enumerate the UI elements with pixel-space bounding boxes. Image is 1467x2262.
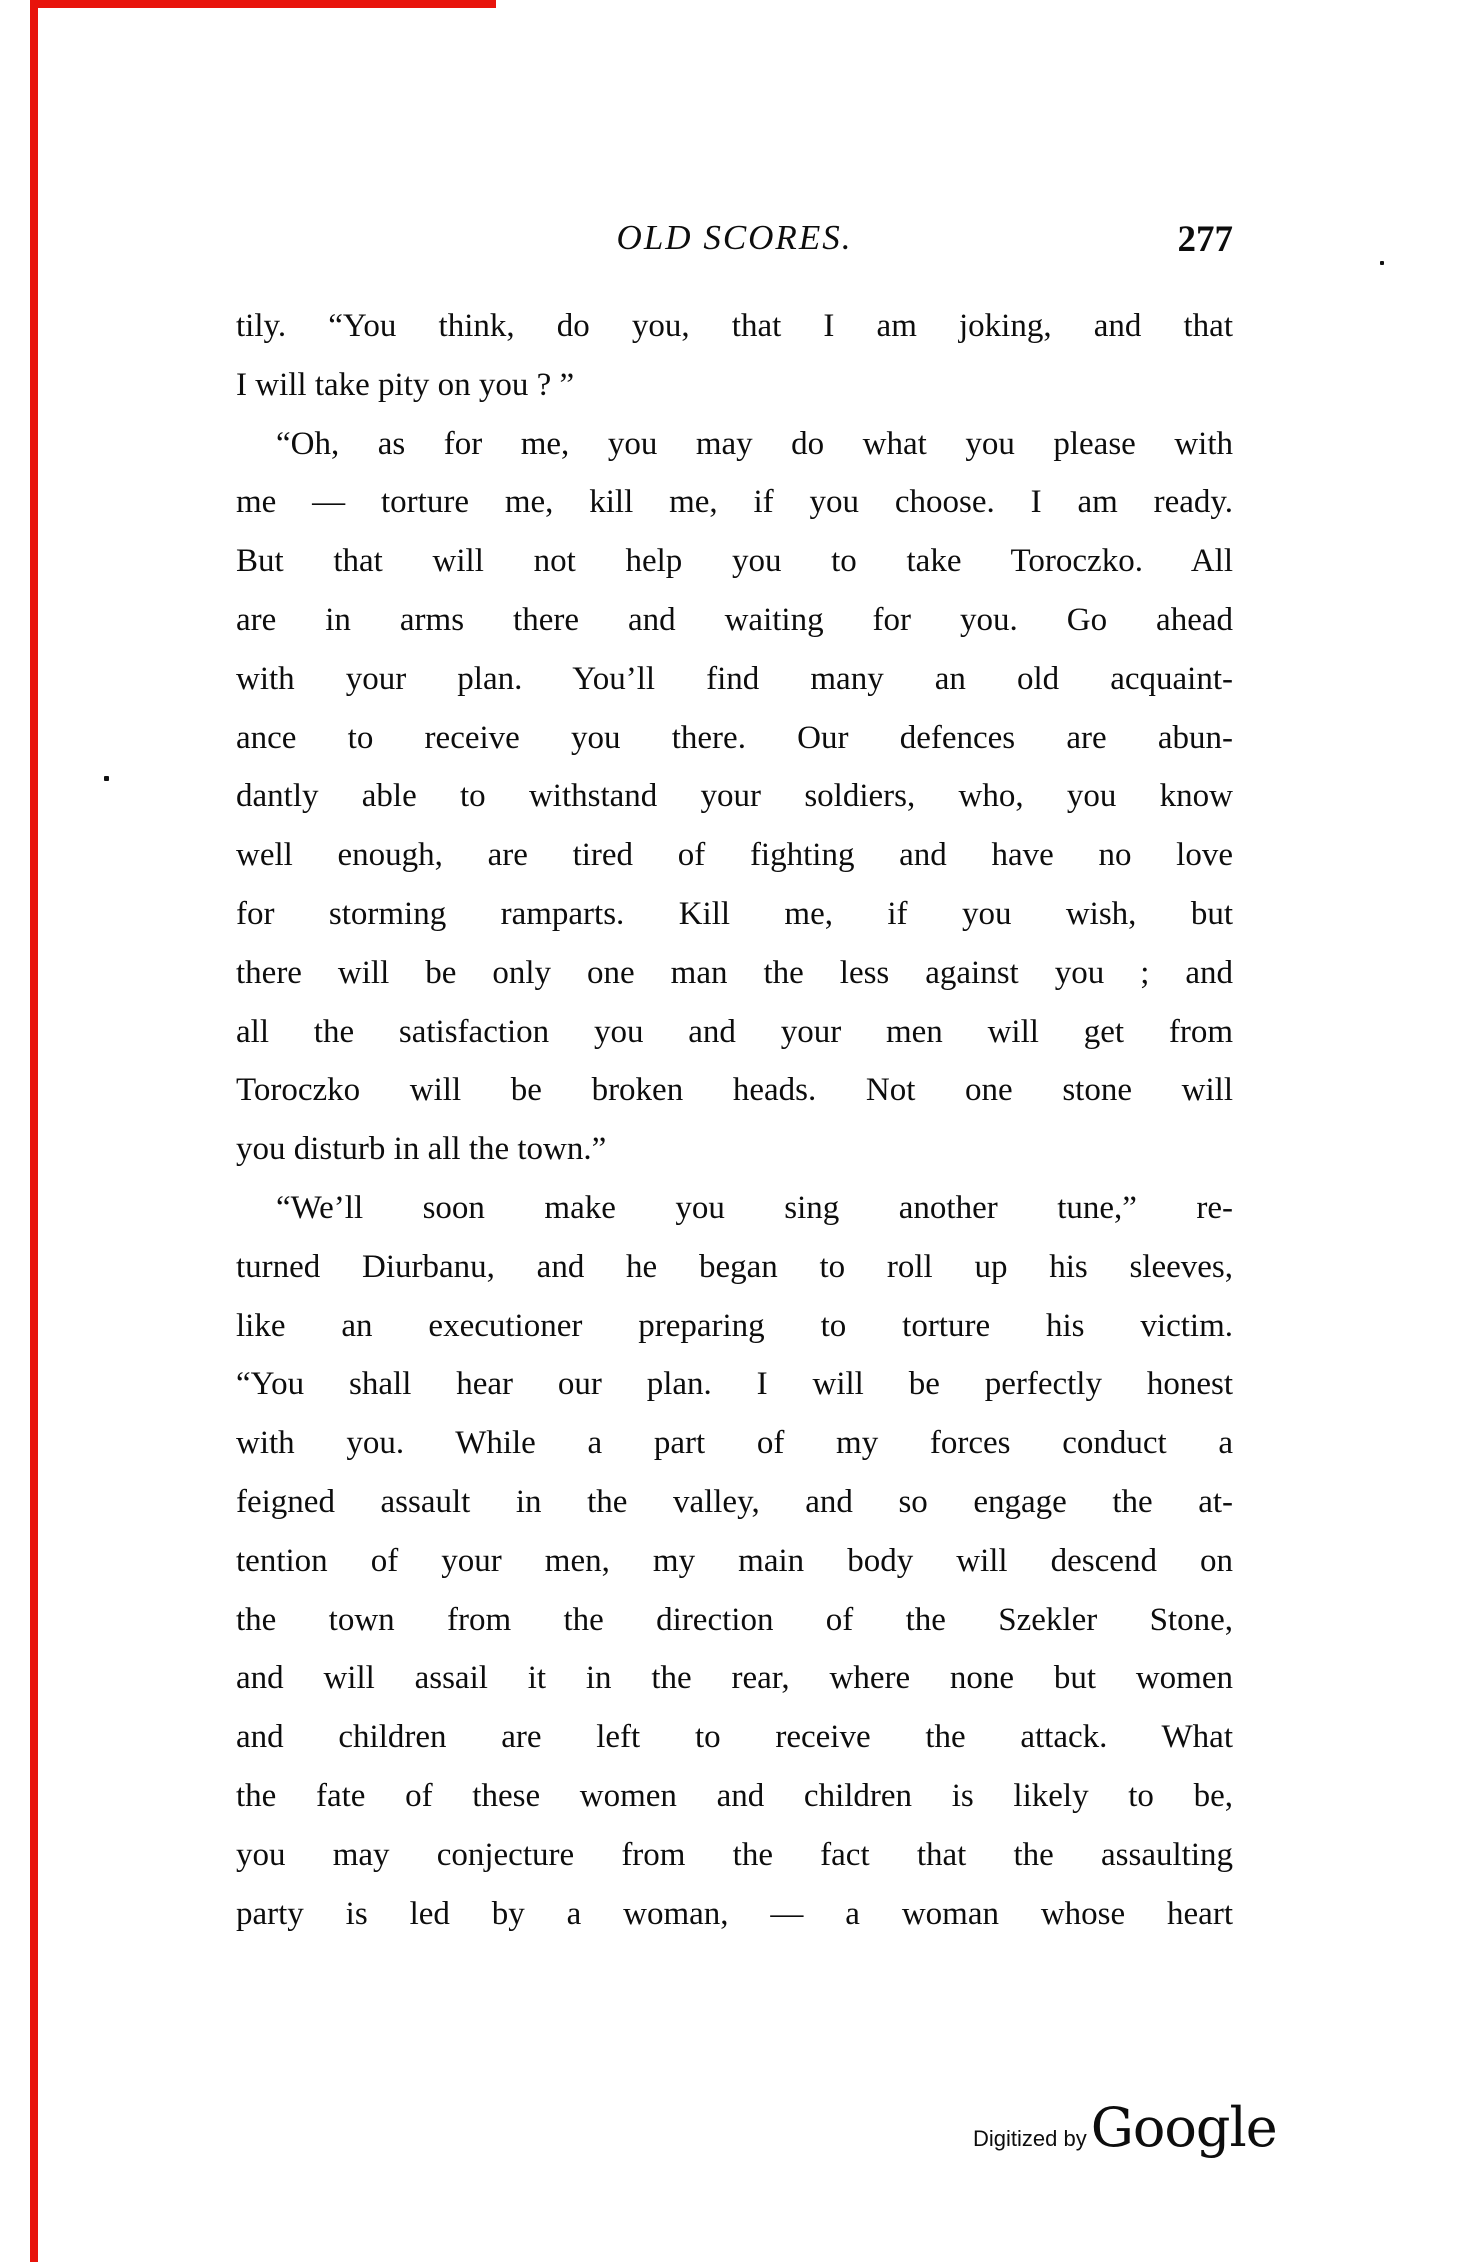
text-line: dantly able to withstand your soldiers, who, you know bbox=[236, 778, 1233, 815]
text-line: and children are left to receive the attack. What bbox=[236, 1719, 1233, 1756]
text-line: like an executioner preparing to torture his victim. bbox=[236, 1307, 1233, 1344]
ink-speck bbox=[1380, 261, 1384, 265]
text-line: you may conjecture from the fact that the assaulting bbox=[236, 1836, 1233, 1873]
body-text bbox=[236, 297, 1233, 1943]
text-line: the town from the direction of the Szekler Stone, bbox=[236, 1601, 1233, 1638]
text-line: you disturb in all the town.” bbox=[236, 1131, 607, 1168]
text-line: and will assail it in the rear, where none but women bbox=[236, 1660, 1233, 1697]
text-line: Toroczko will be broken heads. Not one stone will bbox=[236, 1072, 1233, 1109]
text-line: party is led by a woman, — a woman whose heart bbox=[236, 1895, 1233, 1932]
digitizer-mark bbox=[973, 2096, 1277, 2159]
text-line: feigned assault in the valley, and so engage the at- bbox=[236, 1483, 1233, 1520]
text-line: ance to receive you there. Our defences are abun- bbox=[236, 719, 1233, 756]
text-line: “Oh, as for me, you may do what you please with bbox=[276, 425, 1233, 462]
text-line: for storming ramparts. Kill me, if you wish, but bbox=[236, 895, 1233, 932]
text-line: the fate of these women and children is likely to be, bbox=[236, 1777, 1233, 1814]
text-line: are in arms there and waiting for you. Go ahead bbox=[236, 601, 1233, 638]
text-line: me — torture me, kill me, if you choose. I am ready. bbox=[236, 484, 1233, 521]
running-head-title: OLD SCORES. bbox=[616, 218, 853, 257]
text-line: all the satisfaction you and your men will get from bbox=[236, 1013, 1233, 1050]
text-line: with you. While a part of my forces conduct a bbox=[236, 1425, 1233, 1462]
text-line: there will be only one man the less against you ; and bbox=[236, 954, 1233, 991]
text-line: “You shall hear our plan. I will be perfectly honest bbox=[236, 1366, 1233, 1403]
text-line: with your plan. You’ll find many an old acquaint- bbox=[236, 660, 1233, 697]
digitized-by-label: Digitized by bbox=[973, 2126, 1087, 2151]
scan-edge-artifact-top bbox=[34, 0, 496, 8]
text-line: “We’ll soon make you sing another tune,” re- bbox=[276, 1189, 1233, 1226]
google-logo: Google bbox=[1090, 2096, 1277, 2159]
scan-edge-artifact-left bbox=[30, 0, 38, 2262]
text-line: turned Diurbanu, and he began to roll up his sleeves, bbox=[236, 1248, 1233, 1285]
ink-speck bbox=[104, 776, 109, 781]
text-line: well enough, are tired of fighting and have no love bbox=[236, 837, 1233, 874]
text-line: But that will not help you to take Toroczko. All bbox=[236, 543, 1233, 580]
text-line: tily. “You think, do you, that I am joking, and that bbox=[236, 308, 1233, 344]
page-number: 277 bbox=[1177, 219, 1233, 260]
text-line: I will take pity on you ? ” bbox=[236, 366, 575, 403]
text-line: tention of your men, my main body will descend on bbox=[236, 1542, 1233, 1579]
